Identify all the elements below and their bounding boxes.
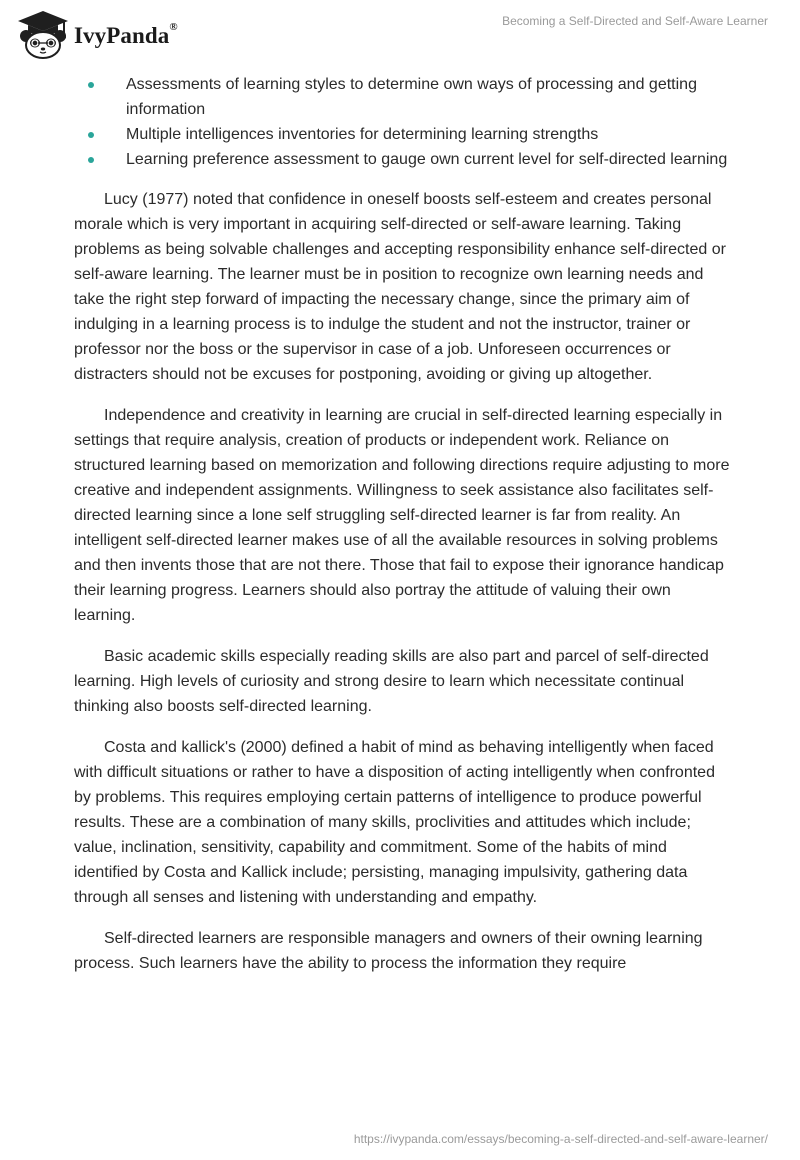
bullet-icon (88, 82, 94, 88)
bullet-icon (88, 157, 94, 163)
bullet-icon (88, 132, 94, 138)
ivypanda-logo[interactable] (14, 9, 178, 59)
source-url[interactable]: https://ivypanda.com/essays/becoming-a-self-directed-and-self-aware-learner/ (353, 1132, 768, 1146)
paragraph: Self-directed learners are responsible managers and owners of their owning learning process. Such learners have the ability to process the information they require (74, 930, 703, 972)
panda-graduation-cap-icon (14, 9, 72, 59)
list-item: Learning preference assessment to gauge own current level for self-directed learning (74, 147, 730, 172)
bullet-list (74, 72, 730, 172)
page-header (0, 0, 800, 64)
essay-body (74, 72, 730, 976)
paragraph: Independence and creativity in learning are crucial in self-directed learning especially in settings that require analysis, creation of products or independent work. Reliance on structured learning based on memorization and following directions require adjusting to more creative and independent assignments. Willingness to seek assistance also facilitates self-directed learning since a lone self struggling self-directed learner is far from reality. An intelligent self-directed learner makes use of all the available resources in solving problems and then invents those that are not there. Those that fail to expose their ignorance handicap their learning progress. Learners should also portray the attitude of valuing their own learning. (74, 407, 730, 624)
brand-name: IvyPanda® (74, 21, 178, 48)
paragraph: Basic academic skills especially reading skills are also part and parcel of self-directed learning. High levels of curiosity and strong desire to learn which necessitate continual thinking also boosts self-directed learning. (74, 648, 709, 715)
paragraph: Costa and kallick's (2000) defined a habit of mind as behaving intelligently when faced with difficult situations or rather to have a disposition of acting intelligently when confronted by problems. This requires employing certain patterns of intelligence to produce powerful results. These are a combination of many skills, proclivities and attitudes which include; value, inclination, sensitivity, capability and commitment. Some of the habits of mind identified by Costa and Kallick include; persisting, managing impulsivity, gathering data through all senses and listening with understanding and empathy. (74, 739, 715, 906)
paragraph: Lucy (1977) noted that confidence in oneself boosts self-esteem and creates personal morale which is very important in acquiring self-directed or self-aware learning. Taking problems as being solvable challenges and accepting responsibility enhance self-directed or self-aware learning. The learner must be in position to recognize own learning needs and take the right step forward of impacting the necessary change, since the primary aim of indulging in a learning process is to indulge the student and not the instructor, trainer or professor nor the boss or the supervisor in case of a job. Unforeseen occurrences or distracters should not be excuses for postponing, avoiding or giving up altogether. (74, 191, 726, 383)
list-item: Assessments of learning styles to determine own ways of processing and getting information (74, 72, 730, 122)
list-item: Multiple intelligences inventories for determining learning strengths (74, 122, 730, 147)
document-title: Becoming a Self-Directed and Self-Aware Learner (502, 14, 768, 28)
